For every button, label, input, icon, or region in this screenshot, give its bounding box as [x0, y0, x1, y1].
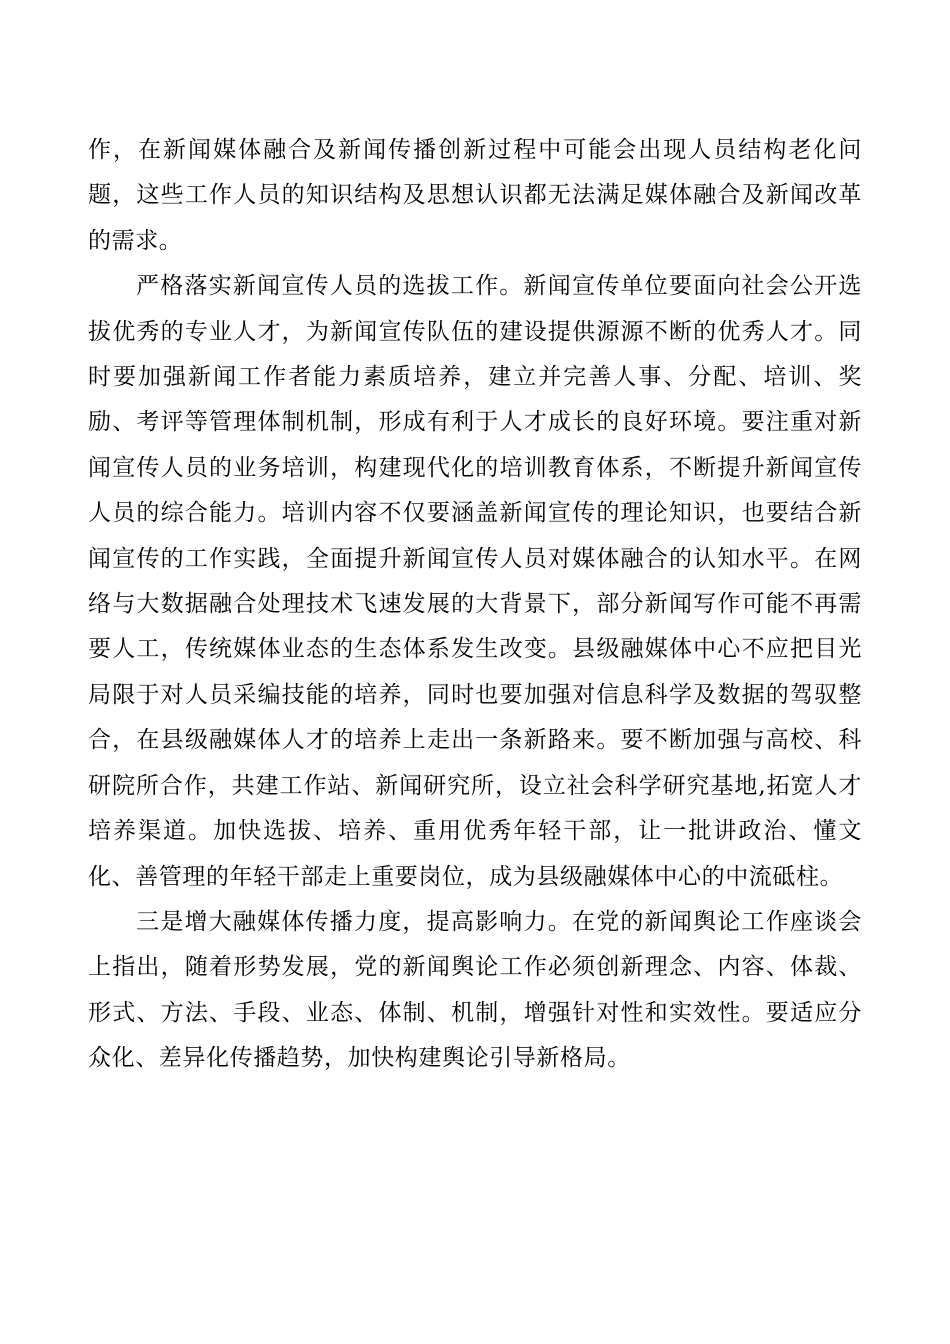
paragraph-media-influence: 三是增大融媒体传播力度，提高影响力。在党的新闻舆论工作座谈会上指出，随着形势发展，党的新闻舆论工作必须创新理念、内容、体裁、形式、方法、手段、业态、体制、机制，增强针对性和实效性。要适应分众化、差异化传播趋势，加快构建舆论引导新格局。 [88, 908, 862, 1072]
paragraph-talent-selection: 严格落实新闻宣传人员的选拔工作。新闻宣传单位要面向社会公开选拔优秀的专业人才，为新闻宣传队伍的建设提供源源不断的优秀人才。同时要加强新闻工作者能力素质培养，建立并完善人事、分配、培训、奖励、考评等管理体制机制，形成有利于人才成长的良好环境。要注重对新闻宣传人员的业务培训，构建现代化的培训教育体系，不断提升新闻宣传人员的综合能力。培训内容不仅要涵盖新闻宣传的理论知识，也要结合新闻宣传的工作实践，全面提升新闻宣传人员对媒体融合的认知水平。在网络与大数据融合处理技术飞速发展的大背景下，部分新闻写作可能不再需要人工，传统媒体业态的生态体系发生改变。县级融媒体中心不应把目光局限于对人员采编技能的培养，同时也要加强对信息科学及数据的驾驭整合，在县级融媒体人才的培养上走出一条新路来。要不断加强与高校、科研院所合作，共建工作站、新闻研究所，设立社会科学研究基地,拓宽人才培养渠道。加快选拔、培养、重用优秀年轻干部，让一批讲政治、懂文化、善管理的年轻干部走上重要岗位，成为县级融媒体中心的中流砥柱。 [88, 273, 862, 890]
paragraph-continuation: 作，在新闻媒体融合及新闻传播创新过程中可能会出现人员结构老化问题，这些工作人员的知识结构及思想认识都无法满足媒体融合及新闻改革的需求。 [88, 137, 862, 254]
document-body [88, 128, 862, 1082]
